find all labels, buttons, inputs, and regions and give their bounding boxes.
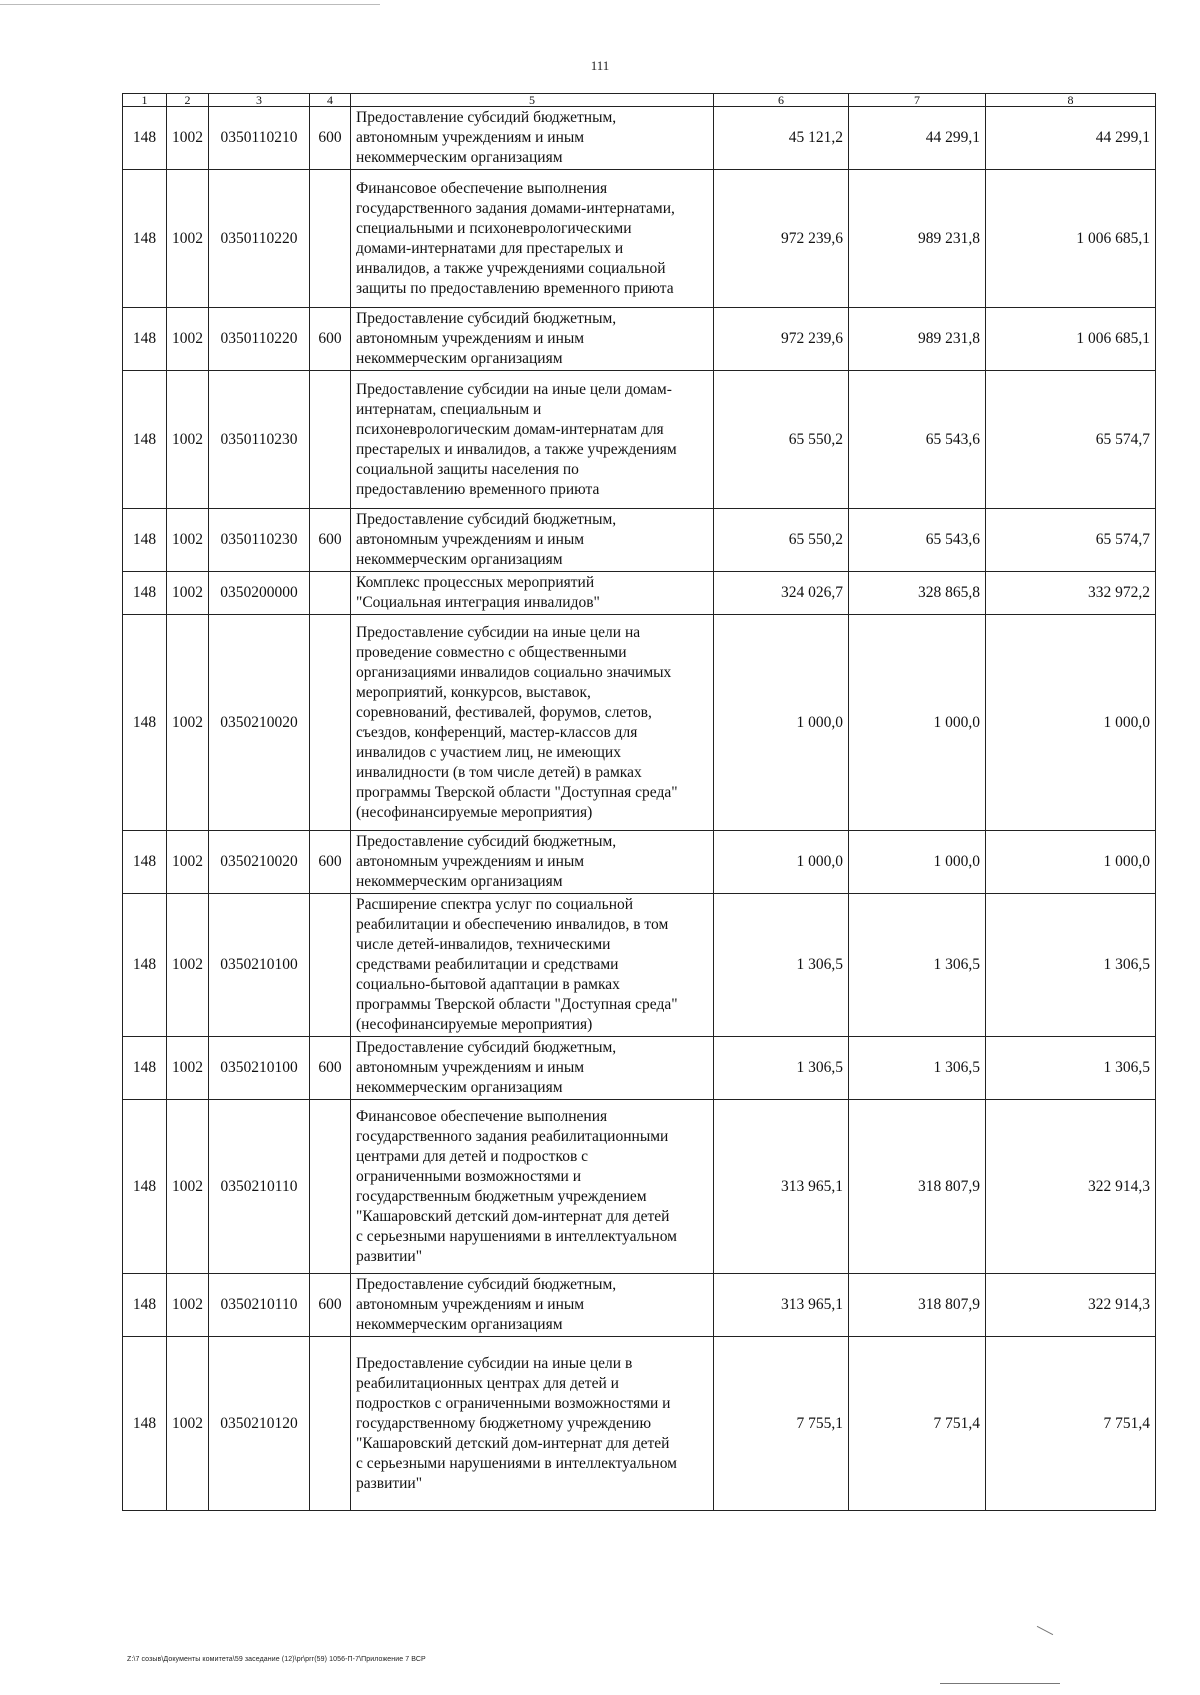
description-line: социально-бытовой адаптации в рамках bbox=[356, 976, 620, 993]
description-line: реабилитационных центрах для детей и bbox=[356, 1374, 619, 1392]
amount-2024-cell: 313 965,1 bbox=[714, 1100, 849, 1274]
column-header: 8 bbox=[986, 94, 1156, 107]
expense-type-cell bbox=[310, 1337, 351, 1511]
budget-table bbox=[122, 93, 1156, 1511]
amount-2025-cell: 1 306,5 bbox=[849, 894, 986, 1037]
description-cell bbox=[351, 894, 714, 1037]
description-line: Предоставление субсидии на иные цели домам- bbox=[356, 380, 672, 398]
description-line: государственного задания домами-интернатами, bbox=[356, 199, 675, 217]
expense-type-cell bbox=[310, 894, 351, 1037]
description-line: подростков с ограниченными возможностями и bbox=[356, 1394, 671, 1412]
admin-code-cell: 148 bbox=[123, 170, 167, 308]
amount-2026-cell: 65 574,7 bbox=[986, 371, 1156, 509]
description-line: некоммерческим организациям bbox=[356, 1316, 563, 1333]
description-line: Финансовое обеспечение выполнения bbox=[356, 1107, 608, 1125]
amount-2026-cell: 1 000,0 bbox=[986, 615, 1156, 831]
expense-type-cell bbox=[310, 1100, 351, 1274]
description-line: автономным учреждениям и иным bbox=[356, 129, 585, 146]
admin-code-cell: 148 bbox=[123, 894, 167, 1037]
table-row bbox=[123, 615, 1156, 831]
target-article-cell: 0350110220 bbox=[209, 308, 310, 371]
description-cell bbox=[351, 1037, 714, 1100]
admin-code-cell: 148 bbox=[123, 1274, 167, 1337]
description-line: некоммерческим организациям bbox=[356, 149, 563, 166]
description-line: развитии" bbox=[356, 1474, 423, 1492]
section-code-cell: 1002 bbox=[167, 170, 209, 308]
description-line: (несофинансируемые мероприятия) bbox=[356, 803, 593, 821]
description-cell bbox=[351, 615, 714, 831]
table-row bbox=[123, 371, 1156, 509]
expense-type-cell: 600 bbox=[310, 831, 351, 894]
amount-2026-cell: 65 574,7 bbox=[986, 509, 1156, 572]
section-code-cell: 1002 bbox=[167, 894, 209, 1037]
description-line: развитии" bbox=[356, 1247, 423, 1265]
amount-2026-cell: 1 306,5 bbox=[986, 894, 1156, 1037]
target-article-cell: 0350200000 bbox=[209, 572, 310, 615]
table-row bbox=[123, 509, 1156, 572]
description-cell bbox=[351, 308, 714, 371]
description-line: Расширение спектра услуг по социальной bbox=[356, 896, 634, 913]
scan-edge-line bbox=[0, 4, 380, 5]
amount-2025-cell: 65 543,6 bbox=[849, 371, 986, 509]
section-code-cell: 1002 bbox=[167, 509, 209, 572]
description-line: государственным бюджетным учреждением bbox=[356, 1187, 647, 1205]
target-article-cell: 0350210120 bbox=[209, 1337, 310, 1511]
description-line: ограниченными возможностями и bbox=[356, 1167, 582, 1185]
target-article-cell: 0350110230 bbox=[209, 371, 310, 509]
section-code-cell: 1002 bbox=[167, 1037, 209, 1100]
description-line: автономным учреждениям и иным bbox=[356, 1296, 585, 1313]
amount-2024-cell: 1 306,5 bbox=[714, 894, 849, 1037]
section-code-cell: 1002 bbox=[167, 308, 209, 371]
description-line: социальной защиты населения по bbox=[356, 460, 579, 478]
scan-mark bbox=[1037, 1626, 1053, 1635]
amount-2025-cell: 1 000,0 bbox=[849, 615, 986, 831]
amount-2024-cell: 65 550,2 bbox=[714, 371, 849, 509]
description-line: "Социальная интеграция инвалидов" bbox=[356, 594, 600, 611]
table-row bbox=[123, 1337, 1156, 1511]
description-line: Предоставление субсидии на иные цели на bbox=[356, 623, 641, 641]
description-line: государственному бюджетному учреждению bbox=[356, 1414, 652, 1432]
amount-2026-cell: 332 972,2 bbox=[986, 572, 1156, 615]
table-row bbox=[123, 1100, 1156, 1274]
description-cell bbox=[351, 1337, 714, 1511]
section-code-cell: 1002 bbox=[167, 107, 209, 170]
description-line: Предоставление субсидий бюджетным, bbox=[356, 109, 617, 126]
description-line: автономным учреждениям и иным bbox=[356, 330, 585, 347]
description-cell bbox=[351, 1100, 714, 1274]
description-line: специальными и психоневрологическими bbox=[356, 219, 632, 237]
section-code-cell: 1002 bbox=[167, 615, 209, 831]
admin-code-cell: 148 bbox=[123, 615, 167, 831]
amount-2025-cell: 989 231,8 bbox=[849, 308, 986, 371]
description-line: с серьезными нарушениями в интеллектуальном bbox=[356, 1454, 677, 1472]
admin-code-cell: 148 bbox=[123, 1100, 167, 1274]
amount-2024-cell: 65 550,2 bbox=[714, 509, 849, 572]
description-line: программы Тверской области "Доступная среда" bbox=[356, 783, 678, 801]
description-line: (несофинансируемые мероприятия) bbox=[356, 1016, 593, 1033]
description-line: некоммерческим организациям bbox=[356, 551, 563, 568]
target-article-cell: 0350210110 bbox=[209, 1100, 310, 1274]
amount-2025-cell: 7 751,4 bbox=[849, 1337, 986, 1511]
description-line: Предоставление субсидий бюджетным, bbox=[356, 511, 617, 528]
description-line: Финансовое обеспечение выполнения bbox=[356, 179, 608, 197]
description-line: "Кашаровский детский дом-интернат для детей bbox=[356, 1434, 670, 1452]
amount-2024-cell: 972 239,6 bbox=[714, 308, 849, 371]
description-line: проведение совместно с общественными bbox=[356, 643, 627, 661]
column-number-row bbox=[123, 94, 1156, 107]
section-code-cell: 1002 bbox=[167, 1337, 209, 1511]
description-line: предоставлению временного приюта bbox=[356, 480, 600, 498]
amount-2024-cell: 1 000,0 bbox=[714, 615, 849, 831]
description-line: домами-интернатами для престарелых и bbox=[356, 239, 624, 257]
description-cell bbox=[351, 509, 714, 572]
table-row bbox=[123, 170, 1156, 308]
target-article-cell: 0350110220 bbox=[209, 170, 310, 308]
description-cell bbox=[351, 1274, 714, 1337]
file-path-footer: Z:\7 созыв\Документы комитета\59 заседание (12)\pr\prг(59) 1056-П-7\Приложение 7 ВСР bbox=[127, 1656, 426, 1663]
amount-2025-cell: 44 299,1 bbox=[849, 107, 986, 170]
target-article-cell: 0350210110 bbox=[209, 1274, 310, 1337]
section-code-cell: 1002 bbox=[167, 371, 209, 509]
description-line: инвалидности (в том числе детей) в рамках bbox=[356, 763, 642, 781]
admin-code-cell: 148 bbox=[123, 308, 167, 371]
expense-type-cell bbox=[310, 615, 351, 831]
description-line: организациями инвалидов социально значимых bbox=[356, 663, 672, 681]
expense-type-cell: 600 bbox=[310, 1274, 351, 1337]
description-line: Предоставление субсидий бюджетным, bbox=[356, 1276, 617, 1293]
description-line: престарелых и инвалидов, а также учреждениям bbox=[356, 440, 677, 458]
section-code-cell: 1002 bbox=[167, 831, 209, 894]
description-line: реабилитации и обеспечению инвалидов, в том bbox=[356, 916, 669, 933]
target-article-cell: 0350210020 bbox=[209, 831, 310, 894]
amount-2026-cell: 44 299,1 bbox=[986, 107, 1156, 170]
description-line: программы Тверской области "Доступная среда" bbox=[356, 996, 678, 1013]
description-line: Предоставление субсидий бюджетным, bbox=[356, 1039, 617, 1056]
scan-mark bbox=[940, 1683, 1060, 1684]
expense-type-cell: 600 bbox=[310, 509, 351, 572]
amount-2024-cell: 1 306,5 bbox=[714, 1037, 849, 1100]
description-line: некоммерческим организациям bbox=[356, 873, 563, 890]
expense-type-cell: 600 bbox=[310, 308, 351, 371]
amount-2025-cell: 328 865,8 bbox=[849, 572, 986, 615]
admin-code-cell: 148 bbox=[123, 107, 167, 170]
description-line: защиты по предоставлению временного приюта bbox=[356, 279, 674, 297]
expense-type-cell bbox=[310, 371, 351, 509]
expense-type-cell bbox=[310, 170, 351, 308]
admin-code-cell: 148 bbox=[123, 831, 167, 894]
amount-2025-cell: 989 231,8 bbox=[849, 170, 986, 308]
amount-2026-cell: 1 000,0 bbox=[986, 831, 1156, 894]
description-line: автономным учреждениям и иным bbox=[356, 853, 585, 870]
amount-2025-cell: 318 807,9 bbox=[849, 1100, 986, 1274]
column-header: 4 bbox=[310, 94, 351, 107]
table-row bbox=[123, 1037, 1156, 1100]
description-line: Предоставление субсидий бюджетным, bbox=[356, 310, 617, 327]
column-header: 7 bbox=[849, 94, 986, 107]
table-row bbox=[123, 308, 1156, 371]
amount-2026-cell: 1 006 685,1 bbox=[986, 170, 1156, 308]
amount-2024-cell: 7 755,1 bbox=[714, 1337, 849, 1511]
column-header: 2 bbox=[167, 94, 209, 107]
amount-2024-cell: 972 239,6 bbox=[714, 170, 849, 308]
amount-2025-cell: 318 807,9 bbox=[849, 1274, 986, 1337]
description-cell bbox=[351, 572, 714, 615]
column-header: 6 bbox=[714, 94, 849, 107]
description-cell bbox=[351, 170, 714, 308]
amount-2026-cell: 1 006 685,1 bbox=[986, 308, 1156, 371]
admin-code-cell: 148 bbox=[123, 509, 167, 572]
amount-2026-cell: 322 914,3 bbox=[986, 1100, 1156, 1274]
amount-2025-cell: 65 543,6 bbox=[849, 509, 986, 572]
table-row bbox=[123, 894, 1156, 1037]
description-line: некоммерческим организациям bbox=[356, 1079, 563, 1096]
description-line: с серьезными нарушениями в интеллектуальном bbox=[356, 1227, 677, 1245]
description-line: государственного задания реабилитационными bbox=[356, 1127, 669, 1145]
description-line: психоневрологическим домам-интернатам для bbox=[356, 420, 664, 438]
column-header: 3 bbox=[209, 94, 310, 107]
amount-2026-cell: 1 306,5 bbox=[986, 1037, 1156, 1100]
admin-code-cell: 148 bbox=[123, 371, 167, 509]
target-article-cell: 0350210100 bbox=[209, 894, 310, 1037]
description-line: Предоставление субсидии на иные цели в bbox=[356, 1354, 633, 1372]
description-line: инвалидов, а также учреждениями социальной bbox=[356, 259, 666, 277]
target-article-cell: 0350110230 bbox=[209, 509, 310, 572]
description-line: числе детей-инвалидов, техническими bbox=[356, 936, 611, 953]
description-line: автономным учреждениям и иным bbox=[356, 531, 585, 548]
description-line: центрами для детей и подростков с bbox=[356, 1147, 589, 1165]
expense-type-cell bbox=[310, 572, 351, 615]
amount-2025-cell: 1 000,0 bbox=[849, 831, 986, 894]
table-row bbox=[123, 1274, 1156, 1337]
amount-2025-cell: 1 306,5 bbox=[849, 1037, 986, 1100]
table-row bbox=[123, 107, 1156, 170]
description-line: соревнований, фестивалей, форумов, слетов, bbox=[356, 703, 652, 721]
amount-2026-cell: 322 914,3 bbox=[986, 1274, 1156, 1337]
section-code-cell: 1002 bbox=[167, 572, 209, 615]
target-article-cell: 0350210020 bbox=[209, 615, 310, 831]
description-line: автономным учреждениям и иным bbox=[356, 1059, 585, 1076]
description-cell bbox=[351, 371, 714, 509]
description-line: Комплекс процессных мероприятий bbox=[356, 574, 595, 591]
table-row bbox=[123, 831, 1156, 894]
description-line: средствами реабилитации и средствами bbox=[356, 956, 619, 973]
page-number: 111 bbox=[590, 58, 610, 73]
section-code-cell: 1002 bbox=[167, 1274, 209, 1337]
table-body bbox=[123, 107, 1156, 1511]
description-line: Предоставление субсидий бюджетным, bbox=[356, 833, 617, 850]
target-article-cell: 0350210100 bbox=[209, 1037, 310, 1100]
description-line: некоммерческим организациям bbox=[356, 350, 563, 367]
table-row bbox=[123, 572, 1156, 615]
description-line: инвалидов с участием лиц, не имеющих bbox=[356, 743, 621, 761]
admin-code-cell: 148 bbox=[123, 1337, 167, 1511]
description-line: съездов, конференций, мастер-классов для bbox=[356, 723, 638, 741]
description-cell bbox=[351, 107, 714, 170]
admin-code-cell: 148 bbox=[123, 1037, 167, 1100]
column-header: 5 bbox=[351, 94, 714, 107]
target-article-cell: 0350110210 bbox=[209, 107, 310, 170]
amount-2024-cell: 45 121,2 bbox=[714, 107, 849, 170]
description-line: интернатам, специальным и bbox=[356, 400, 542, 418]
amount-2024-cell: 324 026,7 bbox=[714, 572, 849, 615]
description-line: "Кашаровский детский дом-интернат для детей bbox=[356, 1207, 670, 1225]
expense-type-cell: 600 bbox=[310, 1037, 351, 1100]
description-cell bbox=[351, 831, 714, 894]
section-code-cell: 1002 bbox=[167, 1100, 209, 1274]
column-header: 1 bbox=[123, 94, 167, 107]
amount-2024-cell: 313 965,1 bbox=[714, 1274, 849, 1337]
admin-code-cell: 148 bbox=[123, 572, 167, 615]
amount-2024-cell: 1 000,0 bbox=[714, 831, 849, 894]
expense-type-cell: 600 bbox=[310, 107, 351, 170]
amount-2026-cell: 7 751,4 bbox=[986, 1337, 1156, 1511]
description-line: мероприятий, конкурсов, выставок, bbox=[356, 683, 591, 701]
